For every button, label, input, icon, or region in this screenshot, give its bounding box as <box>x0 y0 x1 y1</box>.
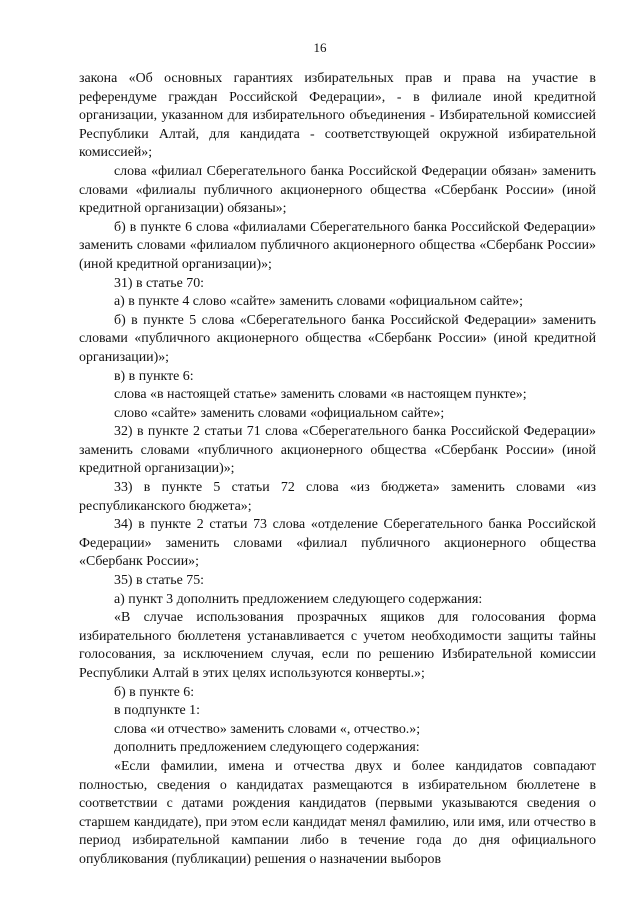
paragraph: слово «сайте» заменить словами «официальном сайте»; <box>114 405 445 421</box>
paragraph: слова «в настоящей статье» заменить словами «в настоящем пункте»; <box>114 387 527 403</box>
paragraph: в подпункте 1: <box>114 703 200 719</box>
paragraph: 33) в пункте 5 статьи 72 слова «из бюджета» заменить словами «из республиканского бюджета»; <box>79 480 596 514</box>
paragraph: а) пункт 3 дополнить предложением следующего содержания: <box>114 591 483 607</box>
paragraph: 32) в пункте 2 статьи 71 слова «Сберегательного банка Российской Федерации» заменить словами «публичного акционерного общества «Сбербанк России» (иной кредитной организации)»; <box>79 424 596 477</box>
paragraph: слова «филиал Сберегательного банка Российской Федерации обязан» заменить словами «филиалы публичного акционерного общества «Сбербанк России» (иной кредитной организации) обязаны»; <box>79 163 596 217</box>
paragraph: б) в пункте 5 слова «Сберегательного банка Российской Федерации» заменить словами «публичного акционерного общества «Сбербанк России» (иной кредитной организации)»; <box>79 312 596 365</box>
paragraph: слова «и отчество» заменить словами «, отчество.»; <box>114 721 421 737</box>
paragraph: закона «Об основных гарантиях избирательных прав и права на участие в референдуме граждан Российской Федерации», - в филиале иной кредитной организации, указанном для избирательного объединения - Избирательной комиссией Республики Алтай, для кандидата - соответствующей окружной избирательной комиссией»; <box>79 71 596 161</box>
paragraph: «Если фамилии, имена и отчества двух и более кандидатов совпадают полностью, сведения о кандидатах размещаются в избирательном бюллетене в соответствии с датами рождения кандидатов (первыми указываются сведения о старшем кандидате), при этом если кандидат менял фамилию, или имя, или отчество в период избирательной кампании либо в течение года до дня официального опубликования (публикации) решения о назначении выборов <box>79 758 596 867</box>
page-number: 16 <box>313 40 327 55</box>
paragraph: «В случае использования прозрачных ящиков для голосования форма избирательного бюллетеня устанавливается с учетом необходимости защиты тайны голосования, за исключением случая, если по решению Избирательной комиссии Республики Алтай в этих целях используются конверты.»; <box>79 610 596 681</box>
paragraph: в) в пункте 6: <box>114 368 194 384</box>
paragraph: б) в пункте 6: <box>114 684 195 700</box>
paragraph: а) в пункте 4 слово «сайте» заменить словами «официальном сайте»; <box>114 294 523 310</box>
paragraph: 34) в пункте 2 статьи 73 слова «отделение Сберегательного банка Российской Федерации» заменить словами «филиал публичного акционерного общества «Сбербанк России»; <box>79 517 596 570</box>
document-body <box>79 70 596 870</box>
paragraph: 31) в статье 70: <box>114 275 205 291</box>
paragraph: дополнить предложением следующего содержания: <box>114 740 420 756</box>
paragraph: 35) в статье 75: <box>114 573 205 589</box>
paragraph: б) в пункте 6 слова «филиалами Сберегательного банка Российской Федерации» заменить словами «филиалом публичного акционерного общества «Сбербанк России» (иной кредитной организации)»; <box>79 219 596 272</box>
